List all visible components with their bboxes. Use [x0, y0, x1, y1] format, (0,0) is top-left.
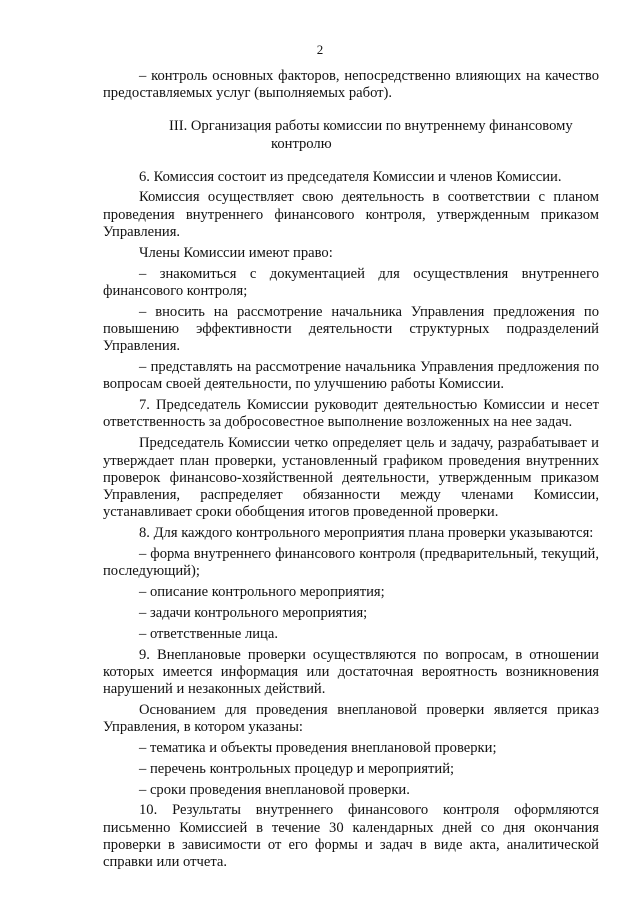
document-body: [103, 68, 599, 875]
list-item-responsible-persons: – ответственные лица.: [139, 625, 278, 642]
paragraph-8: 8. Для каждого контрольного мероприятия плана проверки указываются:: [139, 525, 594, 542]
paragraph-7: 7. Председатель Комиссии руководит деятельностью Комиссии и несет ответственность за добросовестное выполнение возложенных на нее задач.: [103, 397, 599, 431]
list-item-control-form: – форма внутреннего финансового контроля (предварительный, текущий, последующий);: [103, 546, 599, 580]
paragraph-members-rights: Члены Комиссии имеют право:: [139, 244, 333, 261]
paragraph-10: 10. Результаты внутреннего финансового контроля оформляются письменно Комиссией в течение 30 календарных дней со дня окончания проверки в зависимости от его формы и задач в виде акта, аналитической справки или отчета.: [103, 802, 599, 871]
list-item-subjects: – тематика и объекты проведения внеплановой проверки;: [139, 740, 497, 756]
list-item-deadlines: – сроки проведения внеплановой проверки.: [139, 781, 410, 798]
paragraph-6: 6. Комиссия состоит из председателя Комиссии и членов Комиссии.: [139, 168, 562, 185]
section-heading-line-1: III. Организация работы комиссии по внутреннему финансовому: [169, 117, 573, 134]
paragraph-chairman-duties: Председатель Комиссии четко определяет цель и задачу, разрабатывает и утверждает план проверки, установленный графиком проведения внутренних проверок финансово-хозяйственной деятельности, утвержденным приказом Управления, распределяет обязанности между членами Комиссии, устанавливает сроки обобщения итогов проведенной проверки.: [103, 435, 599, 521]
list-item-event-tasks: – задачи контрольного мероприятия;: [139, 604, 368, 621]
list-item-event-description: – описание контрольного мероприятия;: [139, 584, 385, 601]
list-item-procedures: – перечень контрольных процедур и мероприятий;: [139, 760, 455, 777]
list-item-documentation: – знакомиться с документацией для осуществления внутреннего финансового контроля;: [103, 265, 599, 299]
paragraph-control-factors: – контроль основных факторов, непосредственно влияющих на качество предоставляемых услуг (выполняемых работ).: [103, 68, 599, 102]
paragraph-9: 9. Внеплановые проверки осуществляются по вопросам, в отношении которых имеется информация или достаточная вероятность возникновения нарушений и незаконных действий.: [103, 646, 599, 698]
section-heading-iii: [103, 117, 599, 153]
list-item-activity-proposals: – представлять на рассмотрение начальника Управления предложения по вопросам своей деятельности, по улучшению работы Комиссии.: [103, 359, 599, 393]
page-number: 2: [316, 42, 324, 57]
paragraph-unscheduled-basis: Основанием для проведения внеплановой проверки является приказ Управления, в котором указаны:: [103, 701, 599, 736]
section-heading-line-2: контролю: [271, 135, 332, 152]
list-item-efficiency-proposals: – вносить на рассмотрение начальника Управления предложения по повышению эффективности деятельности структурных подразделений Управления.: [103, 303, 599, 355]
paragraph-commission-activity: Комиссия осуществляет свою деятельность в соответствии с планом проведения внутреннего финансового контроля, утвержденным приказом Управления.: [103, 189, 599, 240]
